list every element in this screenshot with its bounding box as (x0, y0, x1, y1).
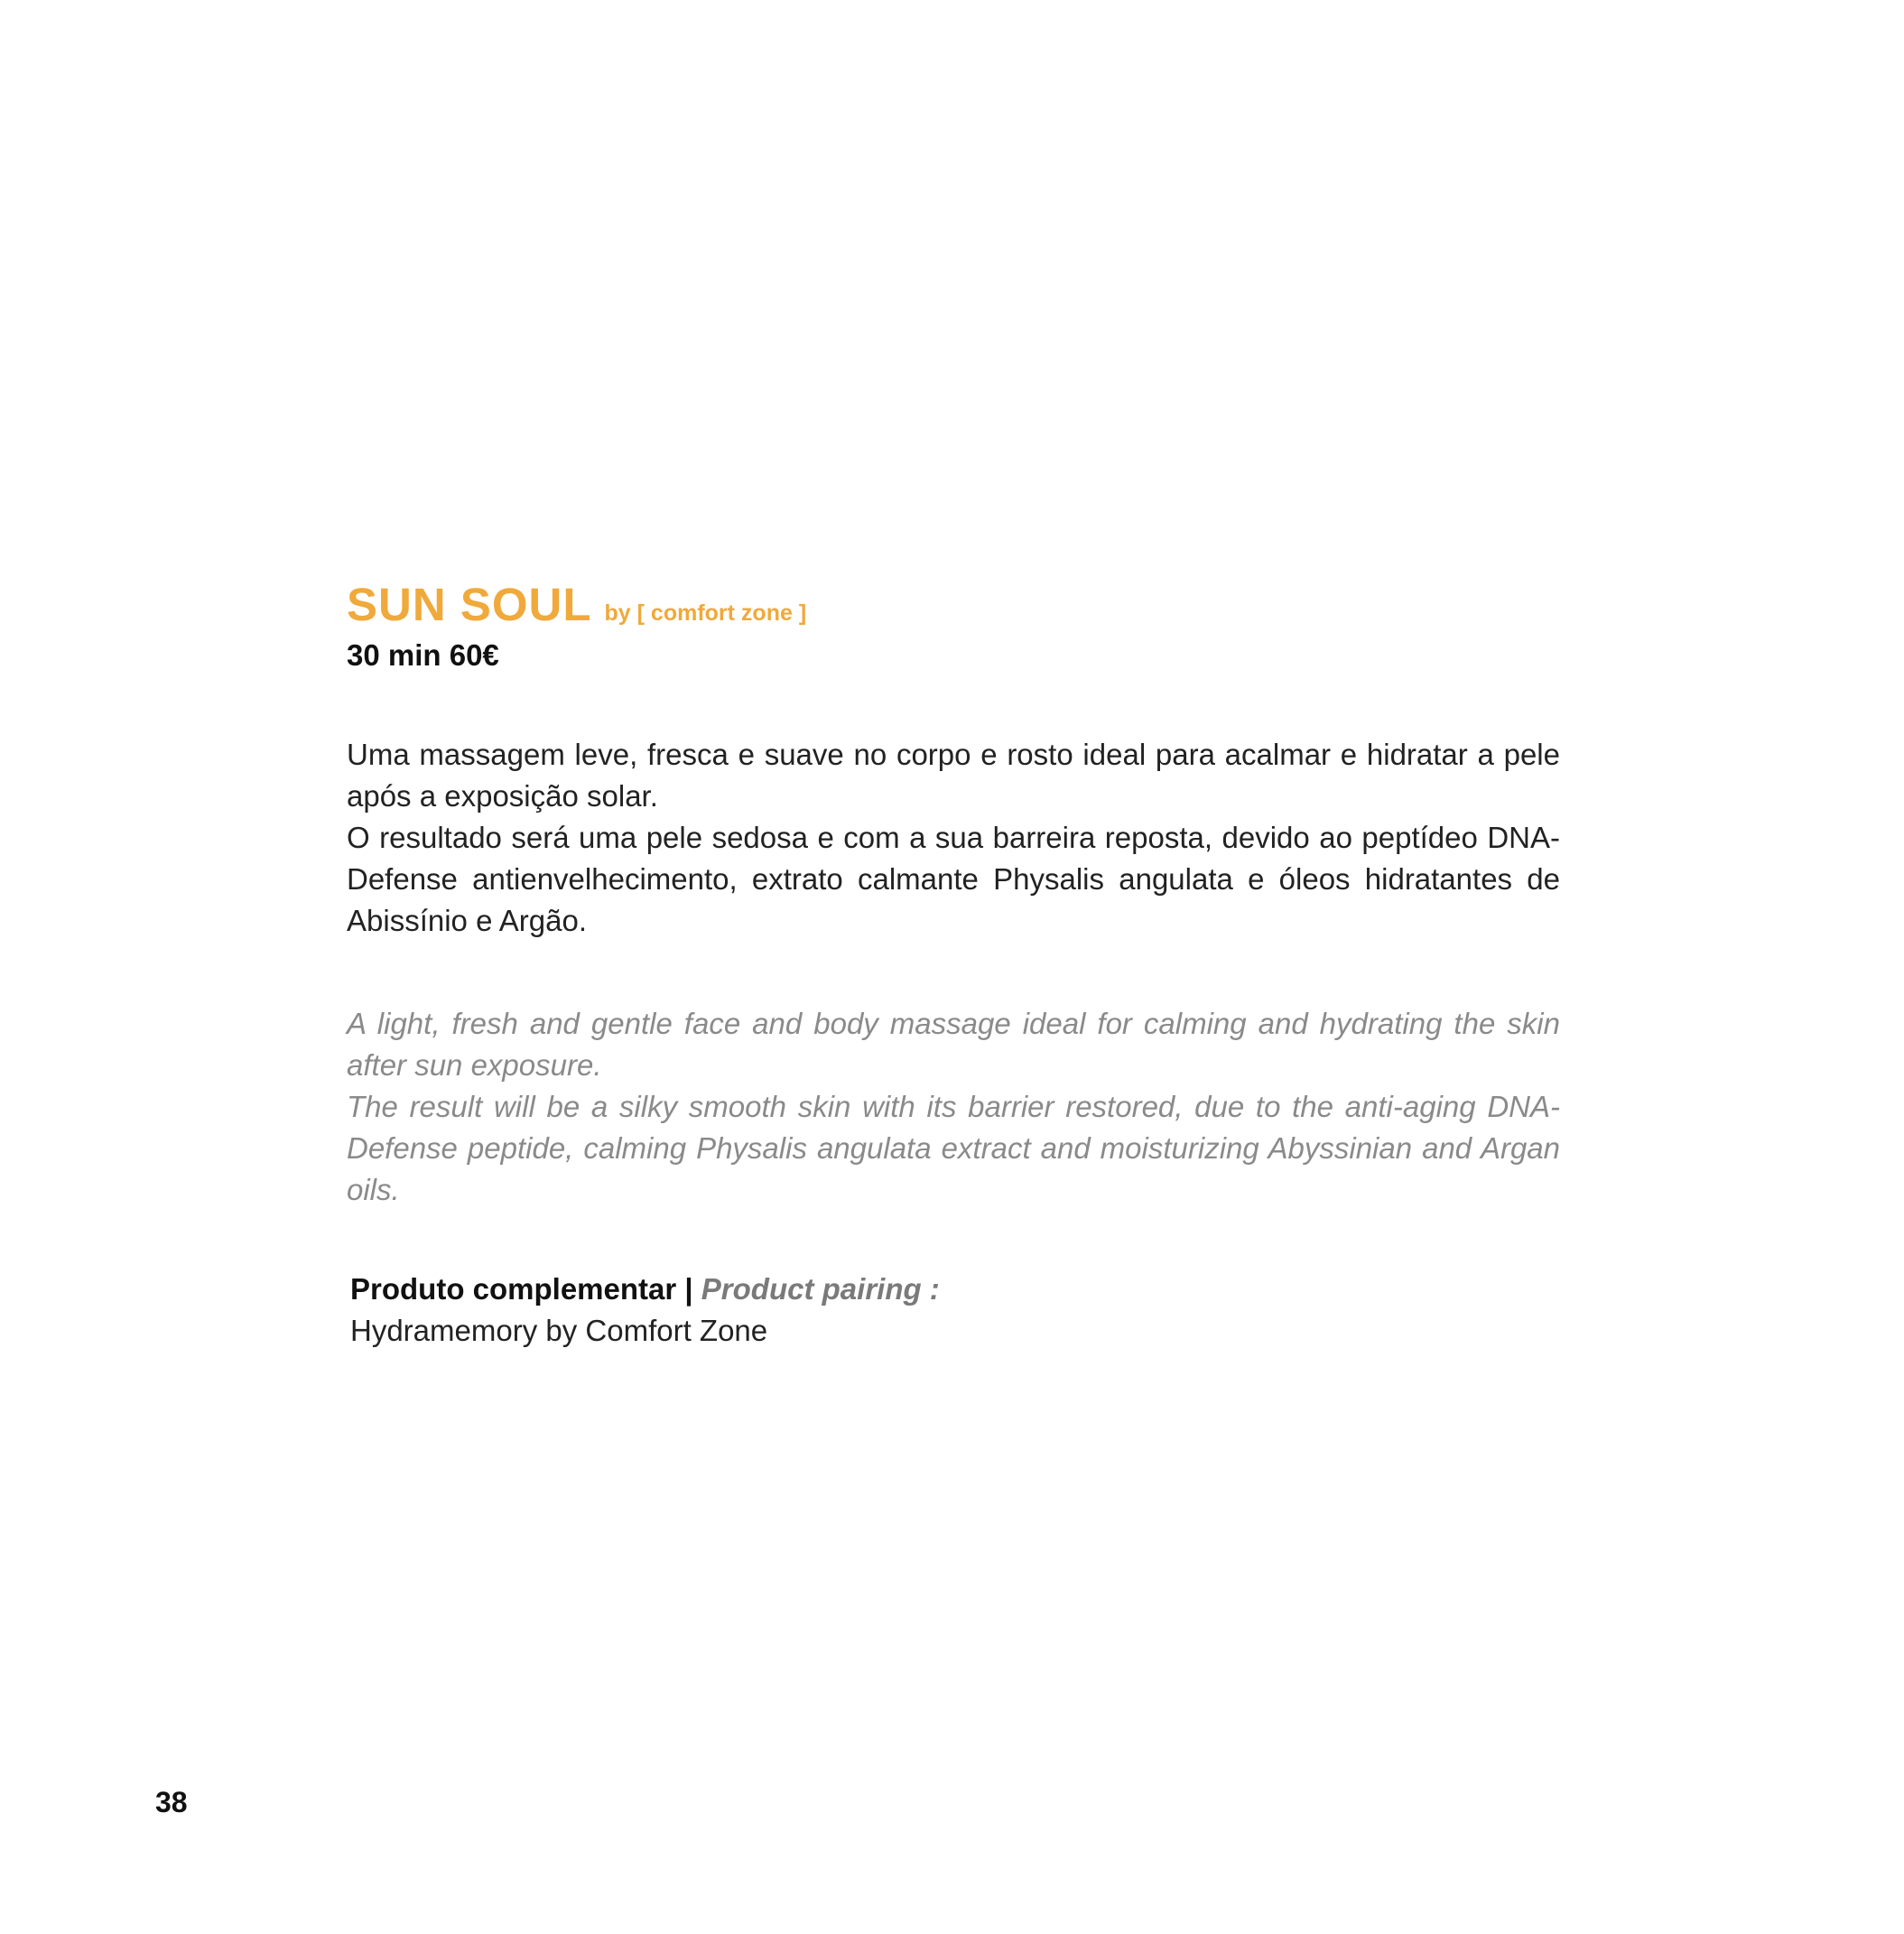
product-pairing (347, 1269, 1560, 1352)
pairing-separator: | (676, 1272, 701, 1306)
pairing-product: Hydramemory by Comfort Zone (350, 1314, 768, 1347)
treatment-title: SUN SOUL (347, 579, 592, 630)
pairing-label-pt: Produto complementar (350, 1272, 677, 1306)
pairing-heading (350, 1269, 1560, 1310)
description-en-paragraph: A light, fresh and gentle face and body massage ideal for calming and hydrating the skin after sun exposure. (347, 1007, 1560, 1082)
duration-price: 30 min 60€ (347, 638, 499, 672)
description-portuguese (347, 734, 1560, 942)
treatment-header (347, 578, 1560, 631)
description-pt-paragraph: O resultado será uma pele sedosa e com a sua barreira reposta, devido ao peptídeo DNA-Defense antienvelhecimento, extrato calmante Physalis angulata e óleos hidratantes de Abissínio e Argão. (347, 821, 1560, 937)
description-pt-paragraph: Uma massagem leve, fresca e suave no corpo e rosto ideal para acalmar e hidratar a pele após a exposição solar. (347, 738, 1560, 813)
treatment-brand: by [ comfort zone ] (604, 600, 807, 626)
pairing-label-en: Product pairing : (701, 1272, 940, 1306)
treatment-section (347, 578, 1560, 1352)
page-number: 38 (155, 1786, 188, 1818)
description-en-paragraph: The result will be a silky smooth skin with its barrier restored, due to the anti-aging DNA-Defense peptide, calming Physalis angulata extract and moisturizing Abyssinian and Argan oils. (347, 1090, 1560, 1206)
description-english (347, 1003, 1560, 1211)
